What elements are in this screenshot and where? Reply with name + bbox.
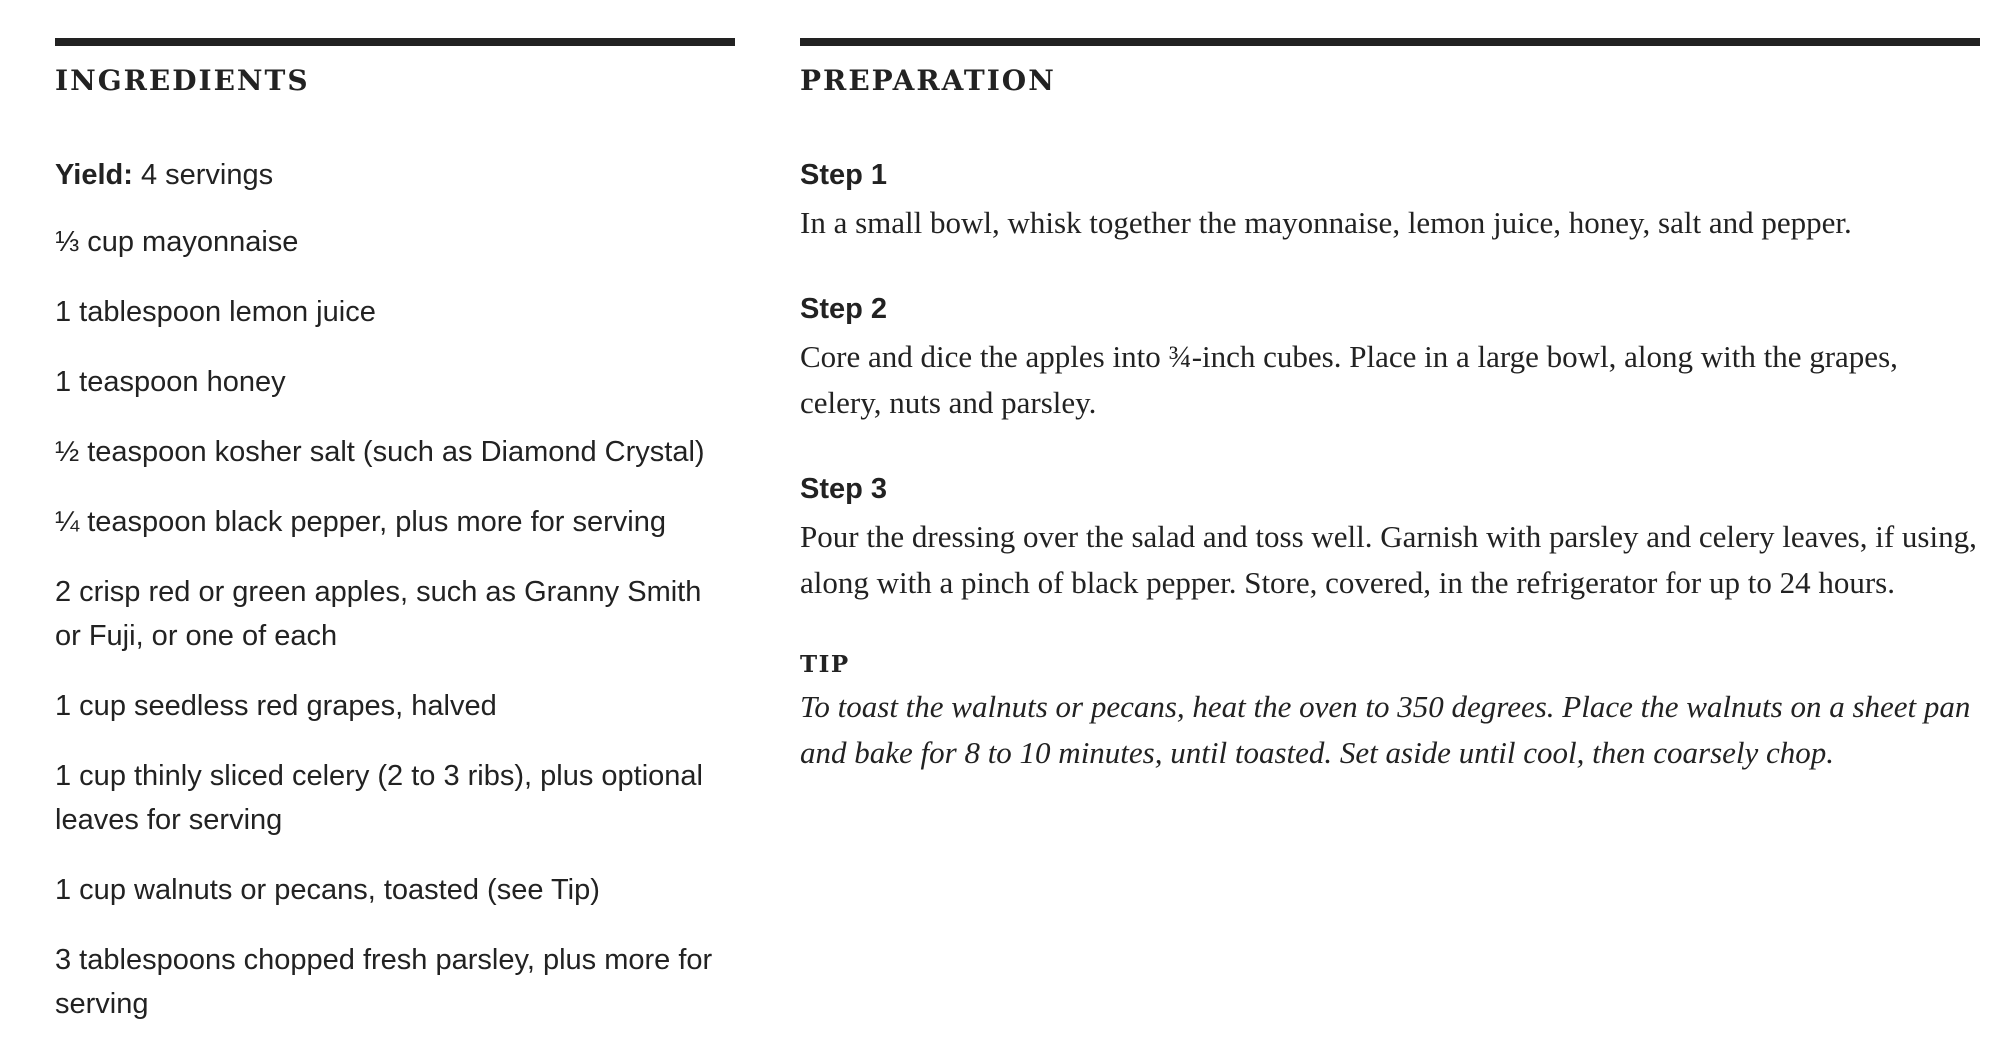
ingredients-heading: INGREDIENTS: [55, 64, 310, 97]
ingredient-item: 3 tablespoons chopped fresh parsley, plus more for serving: [55, 944, 713, 1020]
ingredient-list: [55, 220, 735, 1026]
ingredient-item: 1 tablespoon lemon juice: [55, 296, 376, 328]
step-text: Pour the dressing over the salad and toss well. Garnish with parsley and celery leaves, if using, along with a pinch of black pepper. Store, covered, in the refrigerator for up to 24 hours.: [800, 519, 1977, 600]
preparation-heading: PREPARATION: [800, 64, 1056, 97]
step-1: [800, 156, 1980, 246]
ingredient-item: 1 cup walnuts or pecans, toasted (see Tip): [55, 874, 600, 906]
step-label: Step 2: [800, 293, 888, 325]
ingredient-item: 1 cup seedless red grapes, halved: [55, 690, 497, 722]
step-2: [800, 290, 1980, 426]
step-text: Core and dice the apples into ¾-inch cubes. Place in a large bowl, along with the grapes, celery, nuts and parsley.: [800, 339, 1898, 420]
preparation-rule: [800, 38, 1980, 46]
ingredient-item: 1 cup thinly sliced celery (2 to 3 ribs), plus optional leaves for serving: [55, 760, 703, 836]
ingredient-item: ⅓ cup mayonnaise: [55, 226, 299, 258]
tip-text: To toast the walnuts or pecans, heat the oven to 350 degrees. Place the walnuts on a sheet pan and bake for 8 to 10 minutes, until toasted. Set aside until cool, then coarsely chop.: [800, 689, 1971, 770]
step-text: In a small bowl, whisk together the mayonnaise, lemon juice, honey, salt and pepper.: [800, 205, 1852, 240]
ingredient-item: ½ teaspoon kosher salt (such as Diamond Crystal): [55, 436, 705, 468]
ingredient-item: 1 teaspoon honey: [55, 366, 286, 398]
yield: [55, 156, 735, 194]
yield-value: 4 servings: [140, 159, 274, 191]
step-label: Step 3: [800, 473, 888, 505]
step-3: [800, 470, 1980, 606]
ingredients-rule: [55, 38, 735, 46]
preparation-section: [800, 38, 1980, 776]
ingredient-item: ¼ teaspoon black pepper, plus more for serving: [55, 506, 666, 538]
ingredient-item: 2 crisp red or green apples, such as Granny Smith or Fuji, or one of each: [55, 576, 702, 652]
step-label: Step 1: [800, 159, 888, 191]
tip: [800, 650, 1980, 776]
ingredients-section: [55, 38, 735, 1052]
yield-label: Yield:: [55, 159, 133, 191]
tip-label: TIP: [800, 651, 850, 678]
